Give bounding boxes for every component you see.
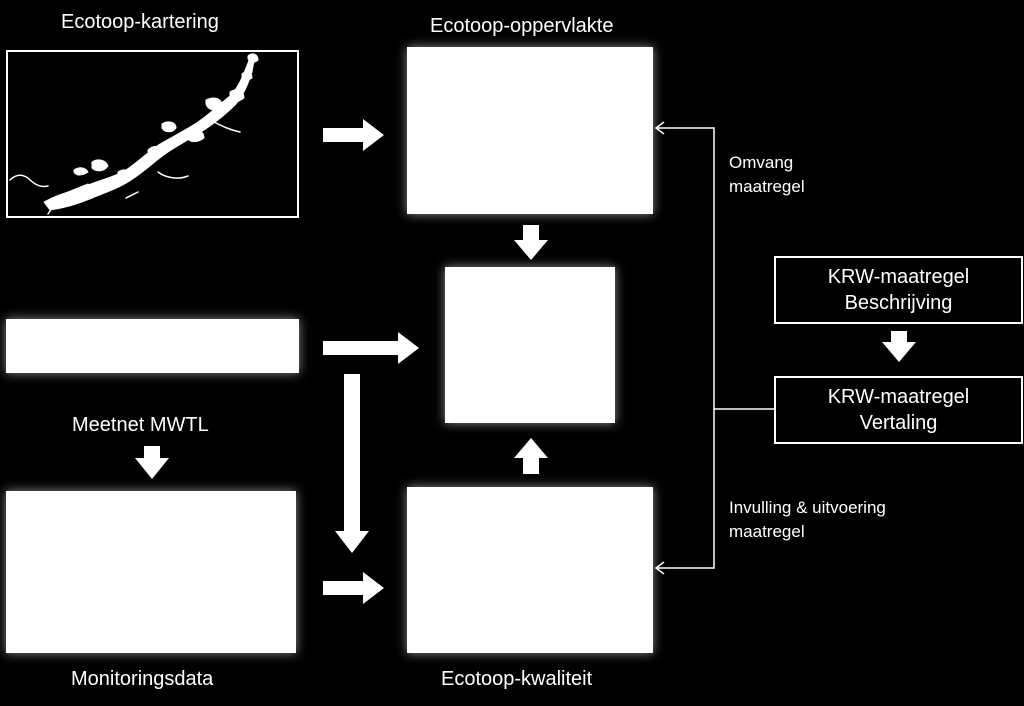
arrow-right-icon: [323, 332, 419, 364]
arrow-down-icon: [135, 446, 169, 479]
krw-vertaling-line2: Vertaling: [859, 412, 938, 434]
krw-vertaling-line1: KRW-maatregel: [827, 386, 970, 408]
ecotoop-kwaliteit-label: Ecotoop-kwaliteit: [441, 668, 593, 690]
invulling-line1: Invulling & uitvoering: [729, 498, 886, 517]
krw-beschrijving-line2: Beschrijving: [844, 292, 953, 314]
arrow-up-icon: [514, 438, 548, 474]
ecotoop-kartering-title: Ecotoop-kartering: [61, 11, 219, 33]
feedback-line: [656, 128, 774, 409]
arrow-down-icon: [882, 331, 916, 362]
feedback-line: [656, 409, 714, 568]
omvang-line1: Omvang: [729, 153, 794, 172]
arrow-right-icon: [323, 119, 384, 151]
meetnet-mwtl-label: Meetnet MWTL: [72, 414, 209, 436]
omvang-line2: maatregel: [729, 177, 805, 196]
krw-beschrijving-line1: KRW-maatregel: [827, 266, 970, 288]
arrow-down-icon: [335, 374, 369, 553]
arrow-down-icon: [514, 225, 548, 260]
ecotoop-oppervlakte-title: Ecotoop-oppervlakte: [430, 15, 614, 37]
monitoringsdata-label: Monitoringsdata: [71, 668, 214, 690]
arrow-right-icon: [323, 572, 384, 604]
invulling-line2: maatregel: [729, 522, 805, 541]
